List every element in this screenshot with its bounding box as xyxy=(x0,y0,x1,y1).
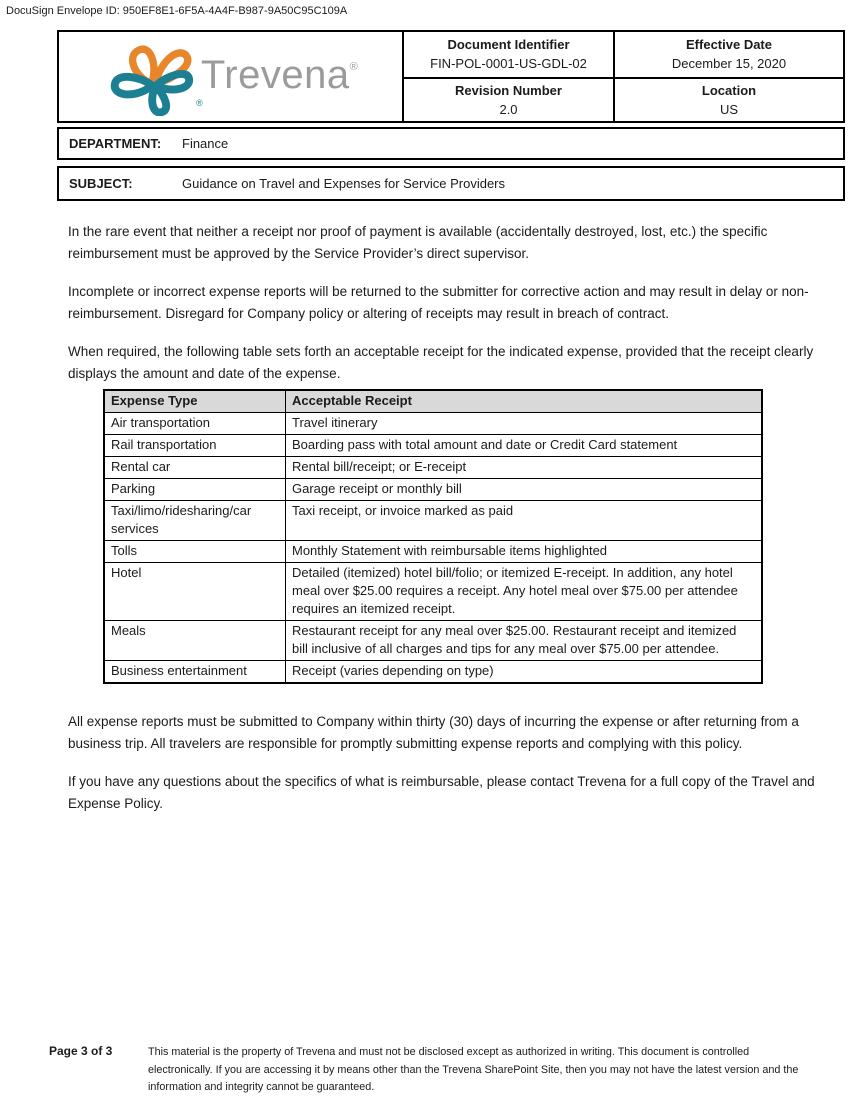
subject-value: Guidance on Travel and Expenses for Service Providers xyxy=(182,176,506,191)
expense-type-cell: Hotel xyxy=(104,563,286,621)
table-row xyxy=(104,541,762,563)
paragraph: All expense reports must be submitted to Company within thirty (30) days of incurring the expense or after returning from a business trip. All travelers are responsible for promptly submitting expense reports and complying with this policy. xyxy=(68,714,799,751)
subject-row xyxy=(57,166,845,201)
receipt-cell: Receipt (varies depending on type) xyxy=(286,661,763,684)
receipt-cell: Restaurant receipt for any meal over $25.00. Restaurant receipt and itemized bill inclusive of all charges and tips for any meal over $75.00 per attendee. xyxy=(286,621,763,661)
column-header-expense-type: Expense Type xyxy=(104,390,286,413)
field-effective-date xyxy=(615,32,843,79)
table-row xyxy=(104,413,762,435)
expense-type-cell: Meals xyxy=(104,621,286,661)
table-row xyxy=(104,479,762,501)
field-label: Document Identifier xyxy=(447,37,570,53)
page-footer xyxy=(49,1044,811,1097)
logotype-text: Trevena xyxy=(200,52,350,97)
acceptable-receipt-table xyxy=(103,389,763,684)
table-header-row xyxy=(104,390,762,413)
field-value: FIN-POL-0001-US-GDL-02 xyxy=(430,56,587,72)
paragraph: In the rare event that neither a receipt nor proof of payment is available (accidentally destroyed, lost, etc.) the specific reimbursement must be approved by the Service Provider’s direct supervisor. xyxy=(68,224,768,261)
field-value: 2.0 xyxy=(499,101,518,117)
receipt-cell: Garage receipt or monthly bill xyxy=(286,479,763,501)
header-table xyxy=(57,30,845,123)
trevena-logotype xyxy=(200,52,359,97)
expense-type-cell: Tolls xyxy=(104,541,286,563)
table-row xyxy=(104,501,762,541)
registered-mark-icon: ® xyxy=(196,97,203,108)
field-label: Location xyxy=(701,82,757,98)
expense-type-cell: Business entertainment xyxy=(104,661,286,684)
receipt-cell: Taxi receipt, or invoice marked as paid xyxy=(286,501,763,541)
table-row xyxy=(104,457,762,479)
table-row xyxy=(104,621,762,661)
registered-mark-icon: ® xyxy=(349,60,359,73)
header-fields-grid xyxy=(404,32,843,121)
expense-type-cell: Rail transportation xyxy=(104,435,286,457)
field-document-identifier xyxy=(404,32,615,79)
receipt-cell: Detailed (itemized) hotel bill/folio; or itemized E-receipt. In addition, any hotel meal over $25.00 requires a receipt. Any hotel meal over $75.00 per attendee requires an itemized receipt. xyxy=(286,563,763,621)
receipt-cell: Monthly Statement with reimbursable items highlighted xyxy=(286,541,763,563)
docusign-envelope-id: DocuSign Envelope ID: 950EF8E1-6F5A-4A4F-B987-9A50C95C109A xyxy=(6,5,348,17)
expense-type-cell: Taxi/limo/ridesharing/car services xyxy=(104,501,286,541)
field-location xyxy=(615,79,843,121)
table-row xyxy=(104,563,762,621)
receipt-cell: Boarding pass with total amount and date or Credit Card statement xyxy=(286,435,763,457)
field-label: Effective Date xyxy=(686,37,772,53)
department-label: DEPARTMENT: xyxy=(69,136,162,151)
footer-disclaimer: This material is the property of Trevena and must not be disclosed except as authorized in writing. This document is controlled electronically. If you are accessing it by means other than the Trevena SharePoint Site, then you may not have the latest version and the information and integrity cannot be guaranteed. xyxy=(148,1046,799,1093)
department-row xyxy=(57,127,845,160)
table-row xyxy=(104,435,762,457)
expense-type-cell: Parking xyxy=(104,479,286,501)
field-revision-number xyxy=(404,79,615,121)
paragraph: Incomplete or incorrect expense reports will be returned to the submitter for corrective action and may result in delay or non-reimbursement. Disregard for Company policy or altering of receipts may result in breach of contract. xyxy=(68,284,809,321)
paragraph: If you have any questions about the specifics of what is reimbursable, please contact Trevena for a full copy of the Travel and Expense Policy. xyxy=(68,774,815,811)
table-row xyxy=(104,661,762,684)
receipt-cell: Travel itinerary xyxy=(286,413,763,435)
field-value: December 15, 2020 xyxy=(671,56,787,72)
receipt-cell: Rental bill/receipt; or E-receipt xyxy=(286,457,763,479)
trevena-logo xyxy=(59,32,404,121)
trevena-logo-icon xyxy=(103,38,203,116)
expense-type-cell: Air transportation xyxy=(104,413,286,435)
column-header-acceptable-receipt: Acceptable Receipt xyxy=(286,390,763,413)
subject-label: SUBJECT: xyxy=(69,176,133,191)
page-number: Page 3 of 3 xyxy=(49,1044,113,1058)
expense-type-cell: Rental car xyxy=(104,457,286,479)
field-value: US xyxy=(719,101,739,117)
document-body xyxy=(68,221,822,831)
paragraph: When required, the following table sets forth an acceptable receipt for the indicated expense, provided that the receipt clearly displays the amount and date of the expense. xyxy=(68,344,814,381)
field-label: Revision Number xyxy=(455,82,562,98)
department-value: Finance xyxy=(182,136,229,151)
